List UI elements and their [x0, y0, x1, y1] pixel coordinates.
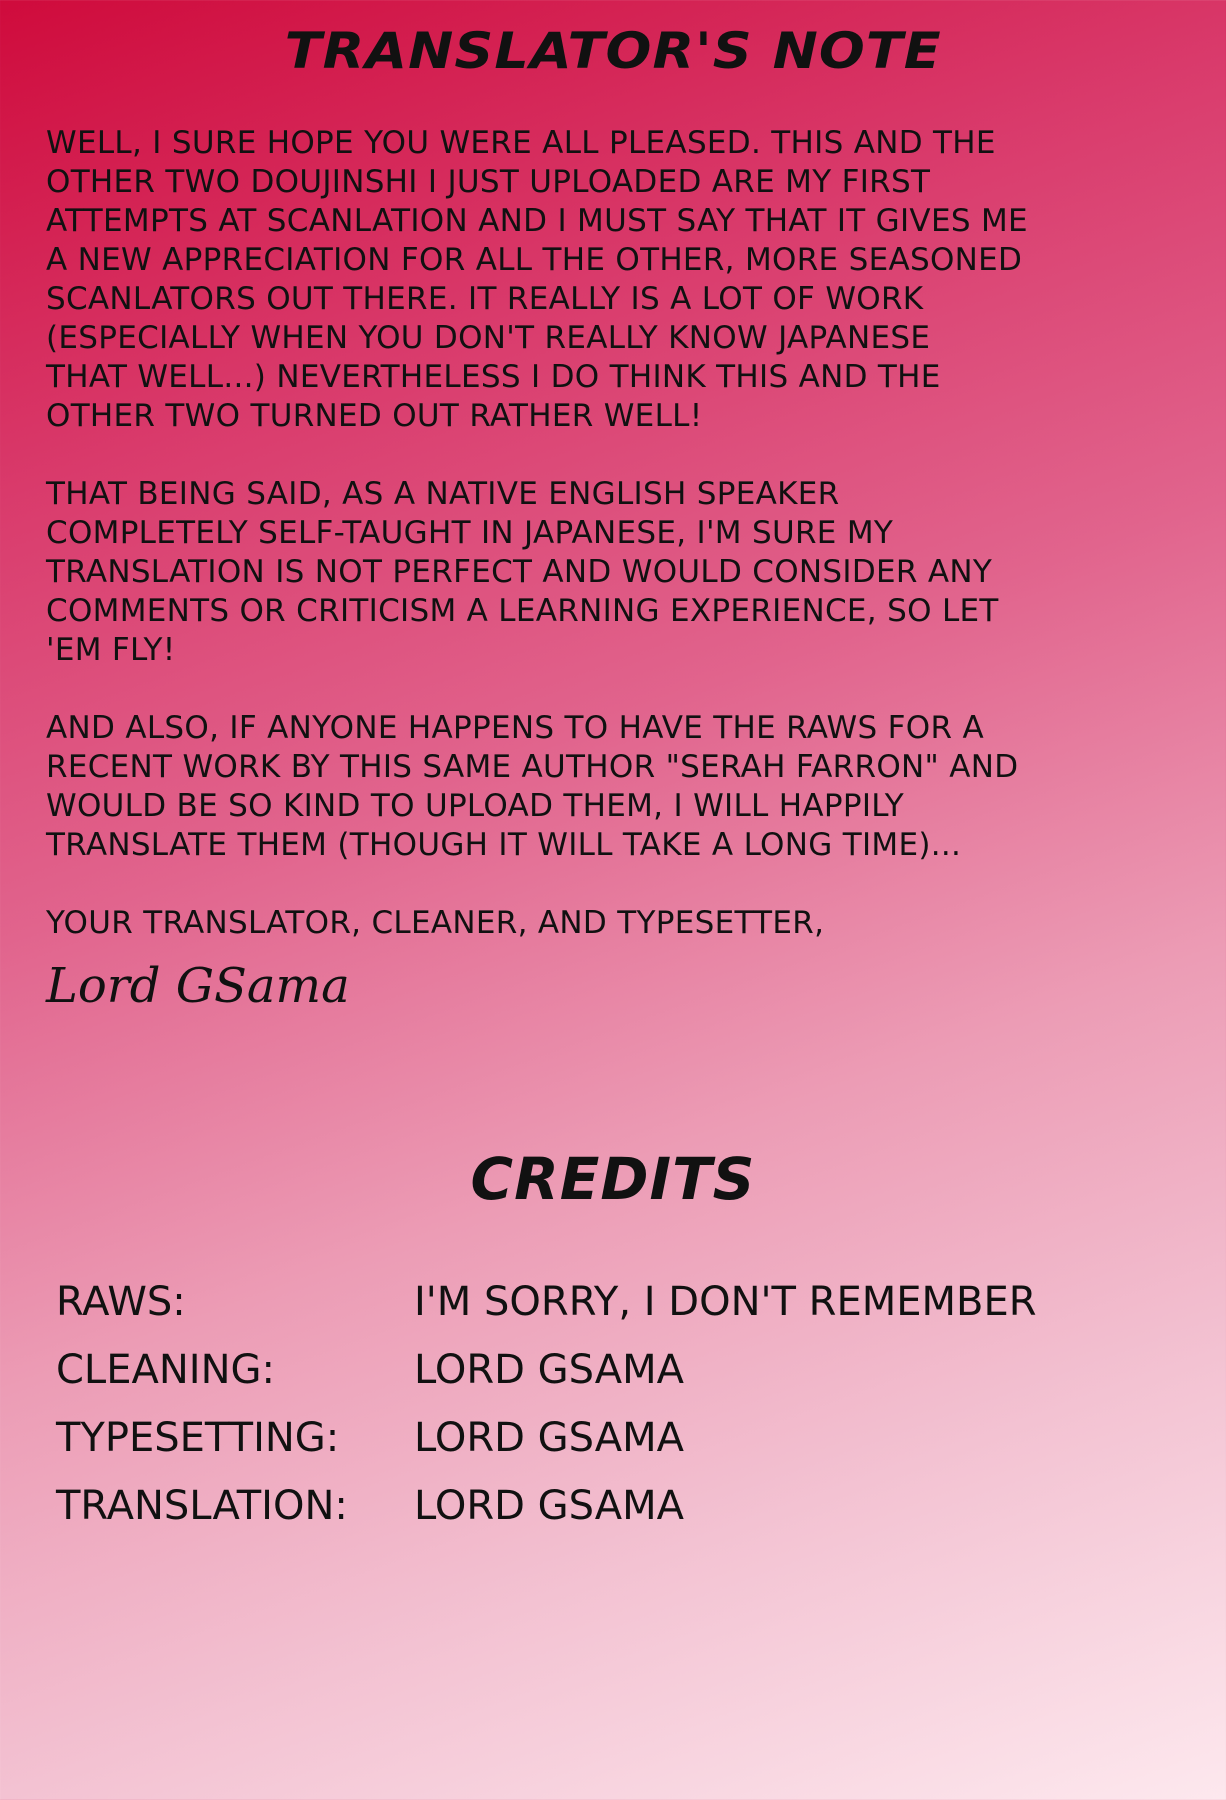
note-signoff: YOUR TRANSLATOR, CLEANER, AND TYPESETTER,: [46, 905, 825, 941]
credit-name: LORD GSAMA: [414, 1347, 685, 1393]
credits-title: CREDITS: [470, 1145, 756, 1213]
note-paragraph-2: THAT BEING SAID, AS A NATIVE ENGLISH SPEAKER COMPLETELY SELF-TAUGHT IN JAPANESE, I'M SURE MY TRANSLATION IS NOT PERFECT AND WOULD CONSIDER ANY COMMENTS OR CRITICISM A LEARNING EXPERIENCE, SO LET 'EM FLY!: [46, 476, 999, 668]
note-paragraph-1: WELL, I SURE HOPE YOU WERE ALL PLEASED. THIS AND THE OTHER TWO DOUJINSHI I JUST UPLOADED ARE MY FIRST ATTEMPTS AT SCANLATION AND I MUST SAY THAT IT GIVES ME A NEW APPRECIATION FOR ALL THE OTHER, MORE SEASONED SCANLATORS OUT THERE. IT REALLY IS A LOT OF WORK (ESPECIALLY WHEN YOU DON'T REALLY KNOW JAPANESE THAT WELL...) NEVERTHELESS I DO THINK THIS AND THE OTHER TWO TURNED OUT RATHER WELL!: [46, 125, 1028, 434]
credit-name: LORD GSAMA: [414, 1483, 685, 1529]
credit-role: TYPESETTING:: [56, 1415, 340, 1461]
note-paragraph-3: AND ALSO, IF ANYONE HAPPENS TO HAVE THE RAWS FOR A RECENT WORK BY THIS SAME AUTHOR "SERAH FARRON" AND WOULD BE SO KIND TO UPLOAD THEM, I WILL HAPPILY TRANSLATE THEM (THOUGH IT WILL TAKE A LONG TIME)...: [46, 710, 1019, 863]
credit-row-raws: [56, 1268, 1037, 1336]
credit-role: RAWS:: [56, 1279, 186, 1325]
credit-role: TRANSLATION:: [56, 1483, 348, 1529]
credit-row-typesetting: [56, 1404, 1037, 1472]
credit-role: CLEANING:: [56, 1347, 275, 1393]
credits-table: [56, 1268, 1037, 1540]
credit-row-translation: [56, 1472, 1037, 1540]
credit-row-cleaning: [56, 1336, 1037, 1404]
note-body: [46, 124, 1186, 943]
credit-name: I'M SORRY, I DON'T REMEMBER: [414, 1279, 1037, 1325]
credit-name: LORD GSAMA: [414, 1415, 685, 1461]
note-title: TRANSLATOR'S NOTE: [284, 22, 942, 80]
signature: Lord GSama: [46, 958, 350, 1014]
